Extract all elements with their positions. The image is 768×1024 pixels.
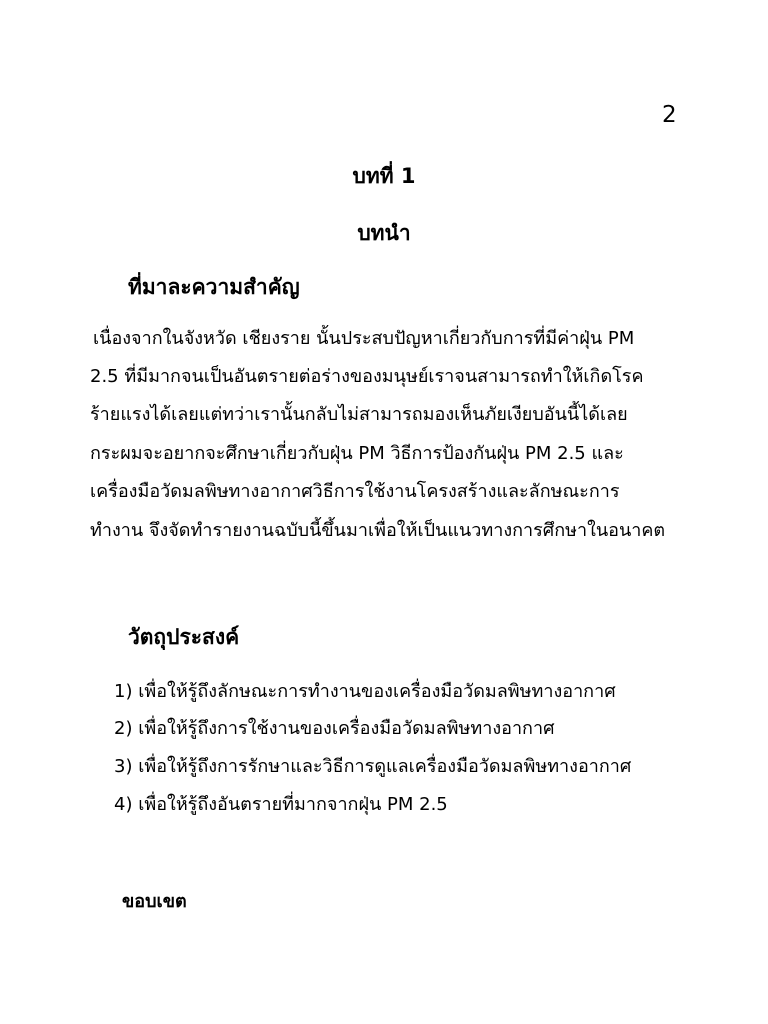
objective-item: 2) เพื่อให้รู้ถึงการใช้งานของเครื่องมือวัดมลพิษทางอากาศ xyxy=(114,718,555,739)
background-heading: ที่มาละความสำคัญ xyxy=(128,275,300,299)
objectives-heading: วัตถุประสงค์ xyxy=(128,625,240,649)
objective-item: 3) เพื่อให้รู้ถึงการรักษาและวิธีการดูแลเครื่องมือวัดมลพิษทางอากาศ xyxy=(114,756,632,777)
background-line: ร้ายแรงได้เลยแต่ทว่าเรานั้นกลับไม่สามารถมองเห็นภัยเงียบอันนี้ได้เลย xyxy=(90,404,628,425)
background-line: ทำงาน จึงจัดทำรายงานฉบับนี้ขึ้นมาเพื่อให้เป็นแนวทางการศึกษาในอนาคต xyxy=(90,520,666,541)
objective-item: 4) เพื่อให้รู้ถึงอันตรายที่มากจากฝุ่น PM 2.5 xyxy=(114,794,448,815)
background-line: เนื่องจากในจังหวัด เชียงราย นั้นประสบปัญหาเกี่ยวกับการที่มีค่าฝุ่น PM xyxy=(93,328,635,349)
page-number: 2 xyxy=(662,102,677,128)
background-line: เครื่องมือวัดมลพิษทางอากาศวิธีการใช้งานโครงสร้างและลักษณะการ xyxy=(90,481,620,502)
objective-item: 1) เพื่อให้รู้ถึงลักษณะการทำงานของเครื่องมือวัดมลพิษทางอากาศ xyxy=(114,681,616,702)
background-line: กระผมจะอยากจะศึกษาเกี่ยวกับฝุ่น PM วิธีการป้องกันฝุ่น PM 2.5 และ xyxy=(90,443,624,464)
scope-heading: ขอบเขต xyxy=(122,891,187,912)
chapter-number: บทที่ 1 xyxy=(352,164,416,188)
background-line: 2.5 ที่มีมากจนเป็นอันตรายต่อร่างของมนุษย์เราจนสามารถทำให้เกิดโรค xyxy=(90,366,644,387)
chapter-title: บทนำ xyxy=(357,221,411,245)
